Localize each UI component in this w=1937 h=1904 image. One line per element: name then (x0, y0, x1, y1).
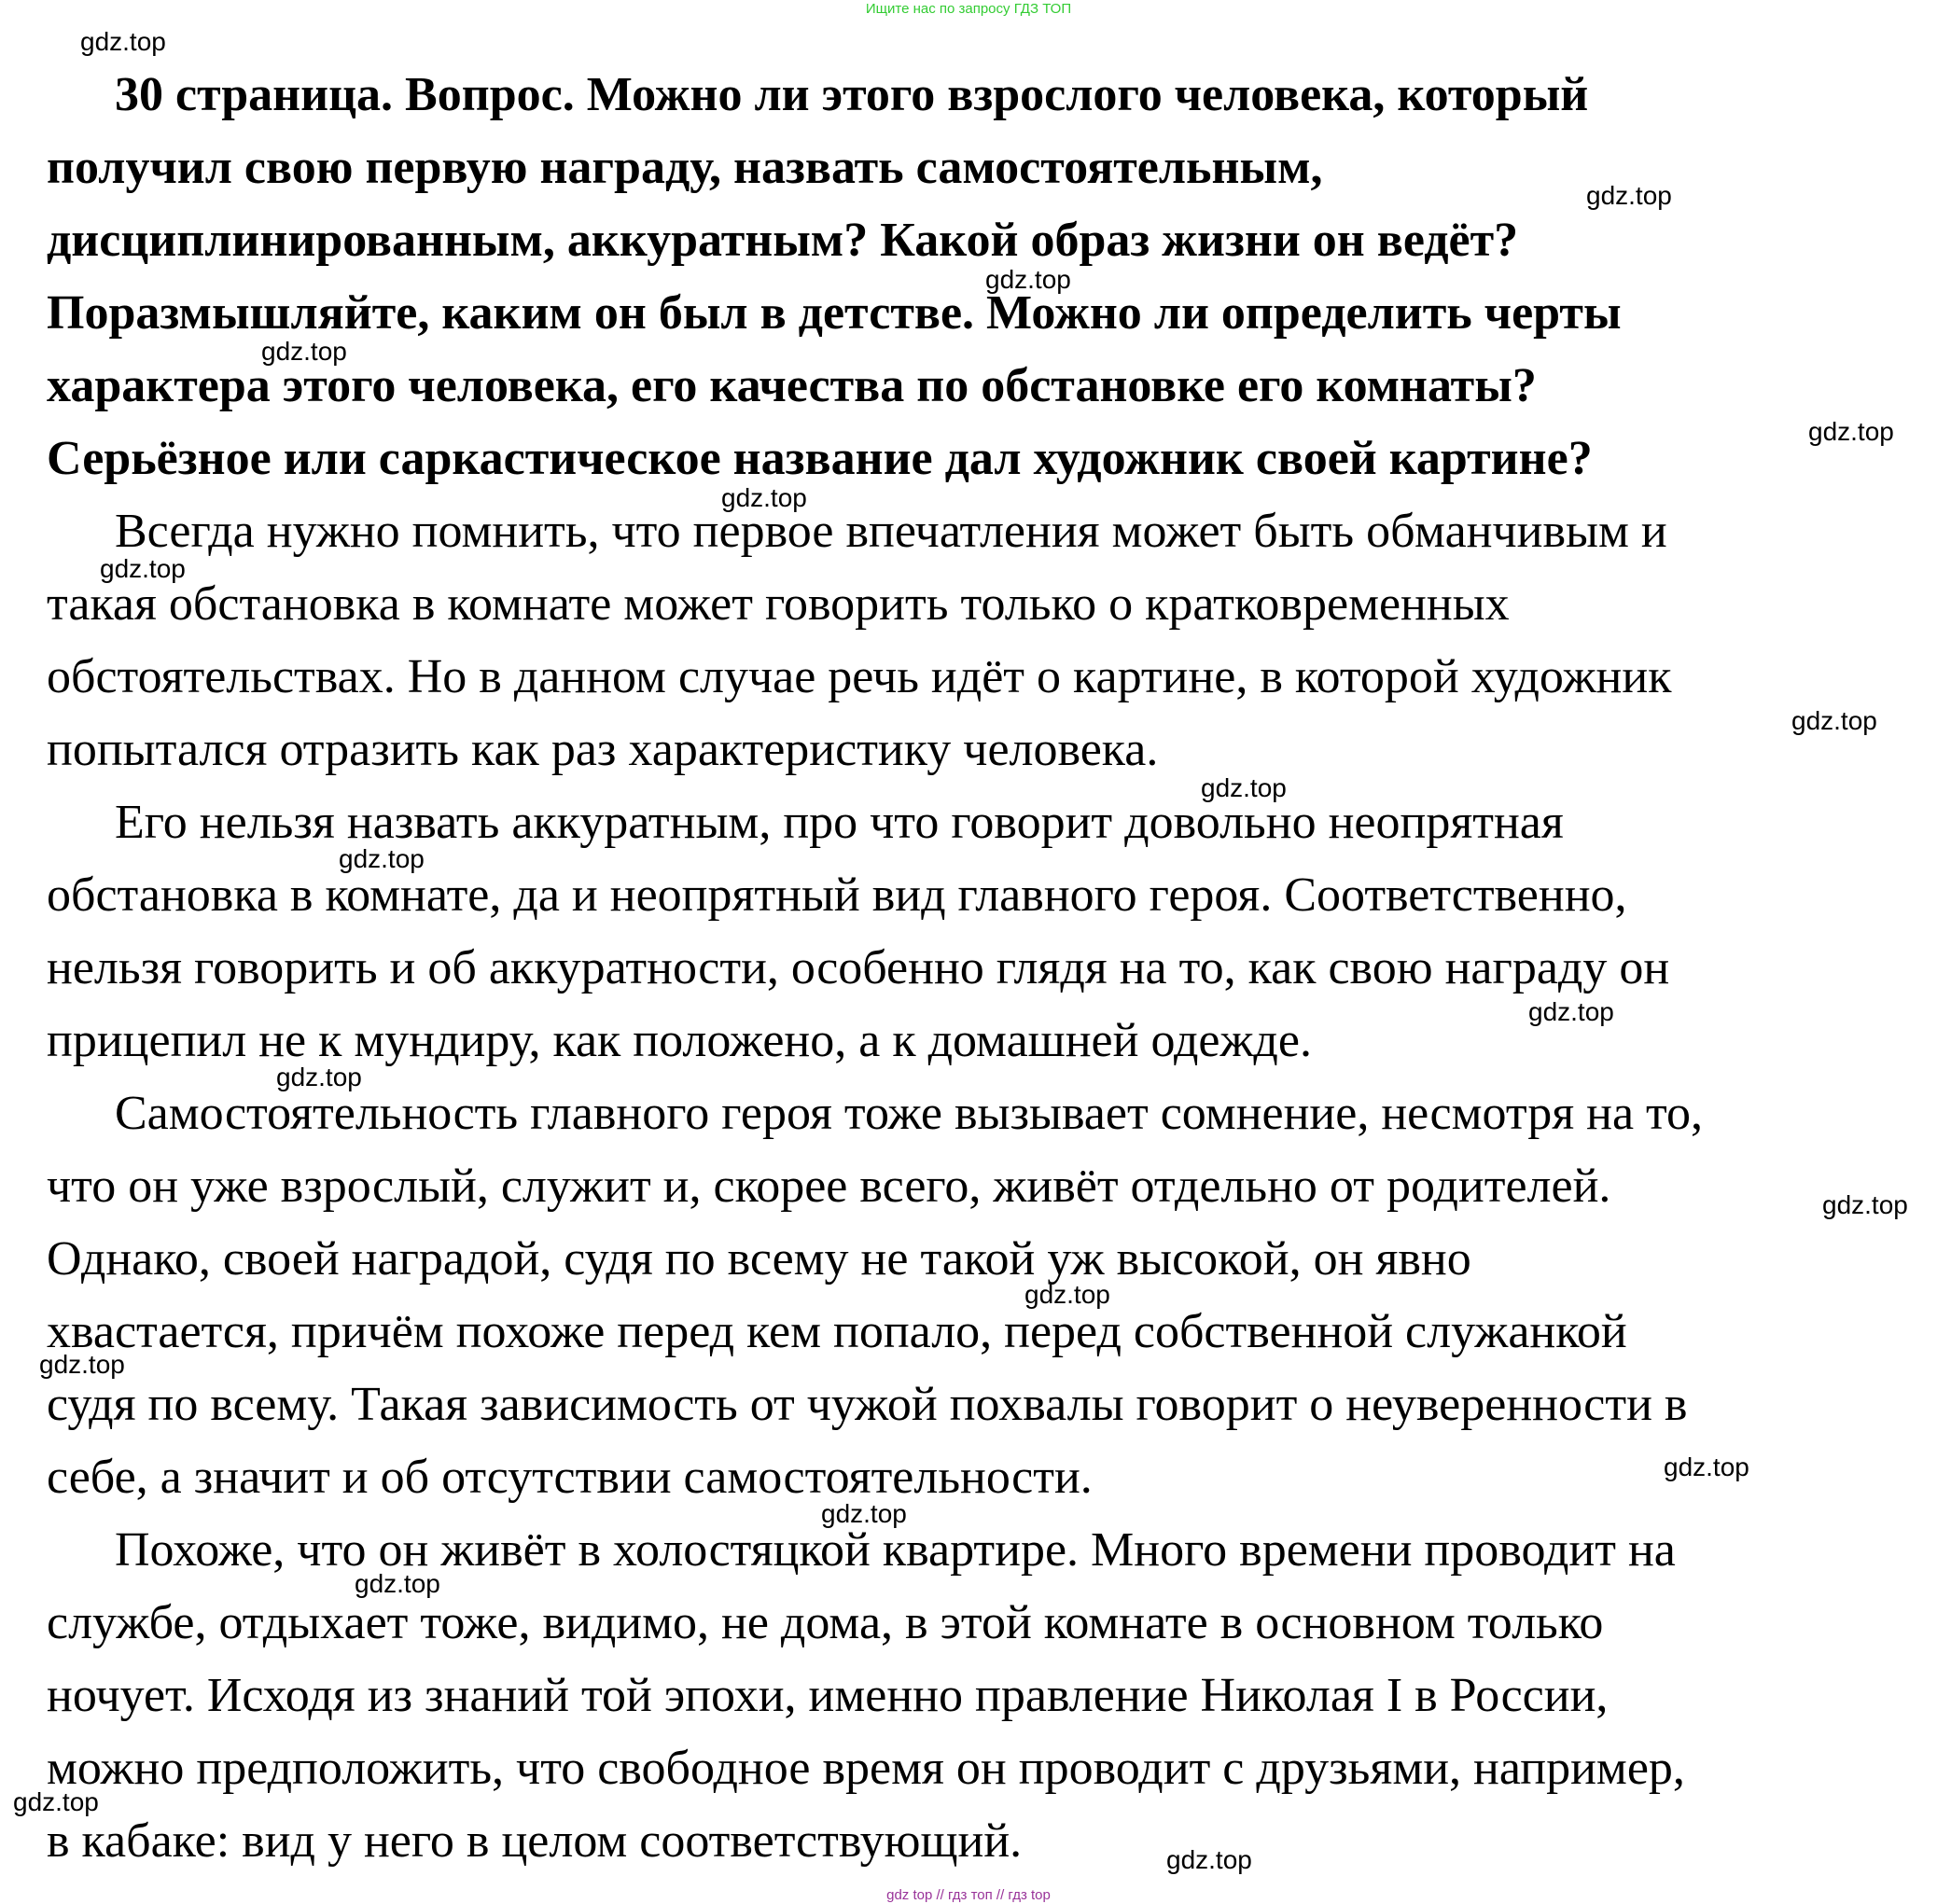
answer-line: нельзя говорить и об аккуратности, особенно глядя на то, как свою награду он (47, 941, 1670, 994)
watermark: gdz.top (1528, 997, 1614, 1026)
answer-line: Самостоятельность главного героя тоже вызывает сомнение, несмотря на то, (115, 1087, 1704, 1140)
answer-line: службе, отдыхает тоже, видимо, не дома, в этой комнате в основном только (47, 1596, 1604, 1649)
answer-line: ночует. Исходя из знаний той эпохи, именно правление Николая I в России, (47, 1669, 1609, 1722)
watermark: gdz.top (355, 1569, 440, 1598)
watermark: gdz.top (1808, 417, 1894, 446)
question-line: дисциплинированным, аккуратным? Какой образ жизни он ведёт? (47, 214, 1519, 267)
question-line: 30 страница. Вопрос. Можно ли этого взрослого человека, который (115, 68, 1589, 121)
watermark: gdz.top (276, 1063, 362, 1091)
watermark: gdz.top (1201, 773, 1287, 802)
watermark: gdz.top (1024, 1280, 1110, 1309)
answer-line: прицепил не к мундиру, как положено, а к домашней одежде. (47, 1014, 1312, 1067)
watermark: gdz.top (1664, 1452, 1749, 1481)
answer-line: что он уже взрослый, служит и, скорее всего, живёт отдельно от родителей. (47, 1160, 1611, 1213)
watermark: gdz.top (1822, 1190, 1908, 1219)
watermark: gdz.top (821, 1499, 907, 1528)
bottom-footer: gdz top // гдз топ // гдз top (886, 1887, 1051, 1903)
watermark: gdz.top (1586, 181, 1672, 210)
answer-line: судя по всему. Такая зависимость от чужой похвалы говорит о неуверенности в (47, 1378, 1688, 1431)
answer-line: обстоятельствах. Но в данном случае речь идёт о картине, в которой художник (47, 650, 1672, 703)
answer-line: в кабаке: вид у него в целом соответствующий. (47, 1814, 1023, 1868)
answer-line: Всегда нужно помнить, что первое впечатления может быть обманчивым и (115, 505, 1667, 558)
watermark: gdz.top (80, 27, 166, 56)
watermark: gdz.top (721, 483, 807, 512)
question-line: получил свою первую награду, назвать самостоятельным, (47, 141, 1323, 194)
watermark: gdz.top (985, 265, 1071, 294)
question-line: Поразмышляйте, каким он был в детстве. Можно ли определить черты (47, 286, 1622, 340)
watermark: gdz.top (1791, 706, 1877, 735)
watermark: gdz.top (39, 1350, 125, 1379)
answer-line: Похоже, что он живёт в холостяцкой квартире. Много времени проводит на (115, 1523, 1676, 1577)
answer-line: Его нельзя назвать аккуратным, про что говорит довольно неопрятная (115, 796, 1564, 849)
answer-line: обстановка в комнате, да и неопрятный вид главного героя. Соответственно, (47, 869, 1627, 922)
watermark: gdz.top (261, 337, 347, 366)
watermark: gdz.top (339, 844, 425, 873)
top-banner: Ищите нас по запросу ГДЗ ТОП (865, 1, 1072, 17)
answer-line: Однако, своей наградой, судя по всему не такой уж высокой, он явно (47, 1232, 1471, 1286)
watermark: gdz.top (13, 1787, 99, 1816)
answer-line: себе, а значит и об отсутствии самостоятельности. (47, 1451, 1093, 1504)
question-line: Серьёзное или саркастическое название дал художник своей картине? (47, 432, 1593, 485)
answer-line: можно предположить, что свободное время он проводит с друзьями, например, (47, 1742, 1685, 1795)
answer-line: такая обстановка в комнате может говорить только о кратковременных (47, 577, 1510, 631)
question-line: характера этого человека, его качества по обстановке его комнаты? (47, 359, 1537, 412)
answer-line: попытался отразить как раз характеристику человека. (47, 723, 1159, 776)
answer-line: хвастается, причём похоже перед кем попало, перед собственной служанкой (47, 1305, 1627, 1358)
watermark: gdz.top (100, 554, 186, 583)
watermark: gdz.top (1166, 1845, 1252, 1874)
